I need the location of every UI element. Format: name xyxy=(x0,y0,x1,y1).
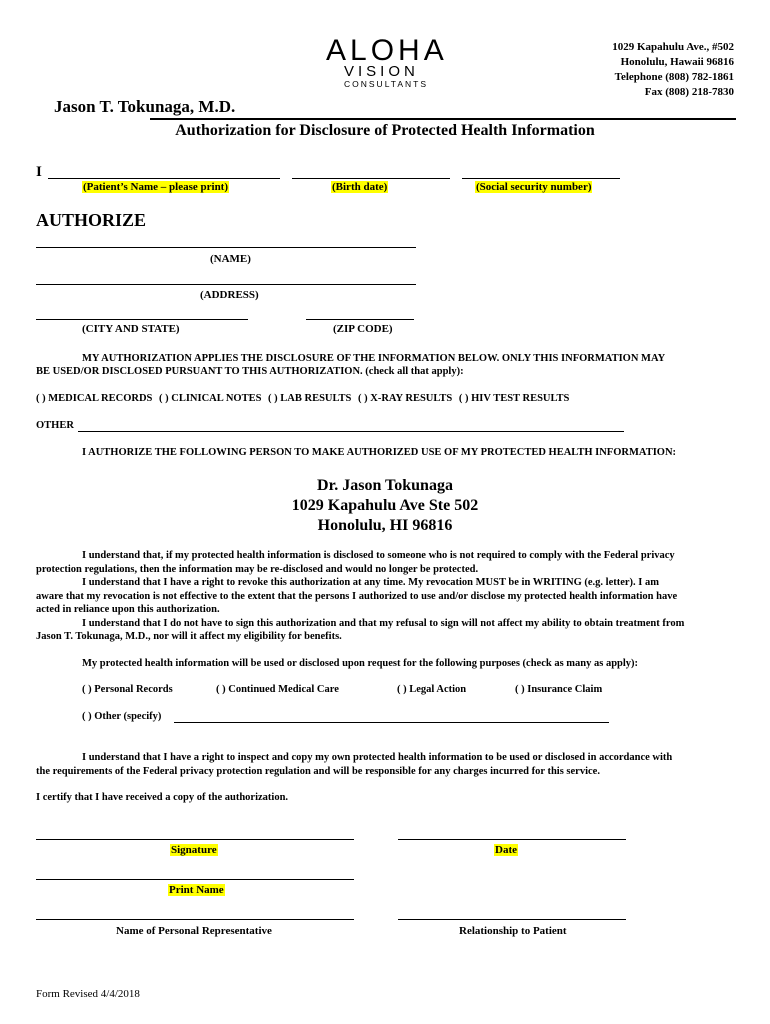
authorize-heading: AUTHORIZE xyxy=(36,210,147,230)
authorize-name-label: (NAME) xyxy=(210,253,251,265)
p3-line2: Jason T. Tokunaga, M.D., nor will it affect my eligibility for benefits. xyxy=(36,631,342,642)
representative-line[interactable] xyxy=(36,919,354,920)
ssn-label-wrap xyxy=(475,181,592,193)
clinic-logo xyxy=(326,36,448,88)
patient-prefix: I xyxy=(36,164,42,180)
other-specify-line[interactable] xyxy=(174,722,609,723)
p2-line2: aware that my revocation is not effective to the extent that the persons I authorized to use and/or disclose my protected health information have xyxy=(36,590,678,602)
footer-revision: Form Revised 4/4/2018 xyxy=(36,988,140,1000)
relationship-label: Relationship to Patient xyxy=(459,925,567,937)
date-label: Date xyxy=(495,844,517,856)
signature-label: Signature xyxy=(171,844,217,856)
print-name-line[interactable] xyxy=(36,879,354,880)
other-label: OTHER xyxy=(36,420,74,431)
certify-text: I certify that I have received a copy of the authorization. xyxy=(36,792,289,803)
inspect-line2: the requirements of the Federal privacy protection regulation and will be responsible for any charges incurred for this service. xyxy=(36,765,600,777)
authorize-address-line[interactable] xyxy=(36,284,416,285)
print-name-label: Print Name xyxy=(169,884,224,896)
clinic-address xyxy=(612,40,734,100)
recipient-block xyxy=(200,476,570,536)
logo-line-aloha: ALOHA xyxy=(326,34,448,67)
p2-line3: acted in reliance upon this authorization. xyxy=(36,604,220,615)
disclosure-paragraphs xyxy=(36,549,746,644)
date-line[interactable] xyxy=(398,839,626,840)
check-lab-results[interactable]: ( ) LAB RESULTS xyxy=(268,393,352,404)
authorize-zip-label: (ZIP CODE) xyxy=(333,323,393,335)
logo-line-vision: VISION xyxy=(344,63,419,80)
recipient-name: Dr. Jason Tokunaga xyxy=(317,477,453,494)
check-clinical-notes[interactable]: ( ) CLINICAL NOTES xyxy=(159,393,262,404)
date-label-wrap xyxy=(494,844,518,856)
inspect-paragraph xyxy=(36,751,746,778)
address-street: 1029 Kapahulu Ave., #502 xyxy=(612,41,734,53)
ssn-label: (Social security number) xyxy=(476,181,592,193)
check-hiv-results[interactable]: ( ) HIV TEST RESULTS xyxy=(458,393,570,404)
p3-line1: I understand that I do not have to sign this authorization and that my refusal to sign will not affect my ability to obtain treatment from xyxy=(82,617,685,629)
authorize-city-line[interactable] xyxy=(36,319,248,320)
recipient-street: 1029 Kapahulu Ave Ste 502 xyxy=(291,497,479,514)
representative-label: Name of Personal Representative xyxy=(116,925,272,937)
check-xray-results[interactable]: ( ) X-RAY RESULTS xyxy=(358,393,453,404)
relationship-line[interactable] xyxy=(398,919,626,920)
ssn-line[interactable] xyxy=(462,178,620,179)
authorize-name-line[interactable] xyxy=(36,247,416,248)
authorize-zip-line[interactable] xyxy=(306,319,414,320)
form-title: Authorization for Disclosure of Protected Health Information xyxy=(175,122,595,139)
patient-name-label-wrap xyxy=(82,181,229,193)
p2-line1: I understand that I have a right to revoke this authorization at any time. My revocation MUST be in WRITING (e.g. letter). I am xyxy=(82,577,659,588)
birth-date-line[interactable] xyxy=(292,178,450,179)
purpose-continued-care[interactable]: ( ) Continued Medical Care xyxy=(216,684,339,695)
applies-text-line1: MY AUTHORIZATION APPLIES THE DISCLOSURE OF THE INFORMATION BELOW. ONLY THIS INFORMATION MAY xyxy=(82,353,666,364)
recipient-city: Honolulu, HI 96816 xyxy=(317,517,453,534)
purposes-text: My protected health information will be used or disclosed upon request for the following purposes (check as many as apply): xyxy=(82,658,639,669)
signature-label-wrap xyxy=(170,844,218,856)
purpose-insurance-claim[interactable]: ( ) Insurance Claim xyxy=(515,684,603,695)
authorize-city-label: (CITY AND STATE) xyxy=(82,323,180,335)
header-rule xyxy=(150,118,736,120)
purpose-personal-records[interactable]: ( ) Personal Records xyxy=(82,684,173,695)
address-city: Honolulu, Hawaii 96816 xyxy=(620,56,734,68)
logo-line-consultants: CONSULTANTS xyxy=(344,79,429,89)
p1-line1: I understand that, if my protected health information is disclosed to someone who is not required to comply with the Federal privacy xyxy=(82,550,675,561)
address-fax: Fax (808) 218-7830 xyxy=(644,86,734,98)
authorize-address-label: (ADDRESS) xyxy=(200,289,259,301)
other-line[interactable] xyxy=(78,431,624,432)
address-phone: Telephone (808) 782-1861 xyxy=(614,71,734,83)
check-medical-records[interactable]: ( ) MEDICAL RECORDS xyxy=(36,393,153,404)
purpose-legal-action[interactable]: ( ) Legal Action xyxy=(397,684,467,695)
checklist xyxy=(36,393,736,404)
other-specify-label[interactable]: ( ) Other (specify) xyxy=(82,711,162,722)
doctor-heading: Jason T. Tokunaga, M.D. xyxy=(54,97,236,116)
p1-line2: protection regulations, then the information may be re-disclosed and would no longer be protected. xyxy=(36,563,479,575)
birth-date-label-wrap xyxy=(331,181,388,193)
patient-name-line[interactable] xyxy=(48,178,280,179)
birth-date-label: (Birth date) xyxy=(332,181,388,193)
patient-name-label: (Patient’s Name – please print) xyxy=(83,181,229,193)
signature-line[interactable] xyxy=(36,839,354,840)
applies-text-line2: BE USED/OR DISCLOSED PURSUANT TO THIS AUTHORIZATION. (check all that apply): xyxy=(36,366,464,377)
print-name-label-wrap xyxy=(168,884,225,896)
authorize-person-text: I AUTHORIZE THE FOLLOWING PERSON TO MAKE AUTHORIZED USE OF MY PROTECTED HEALTH INFORMATION: xyxy=(82,447,677,458)
inspect-line1: I understand that I have a right to inspect and copy my own protected health information to be used or disclosed in accordance with xyxy=(82,752,673,763)
